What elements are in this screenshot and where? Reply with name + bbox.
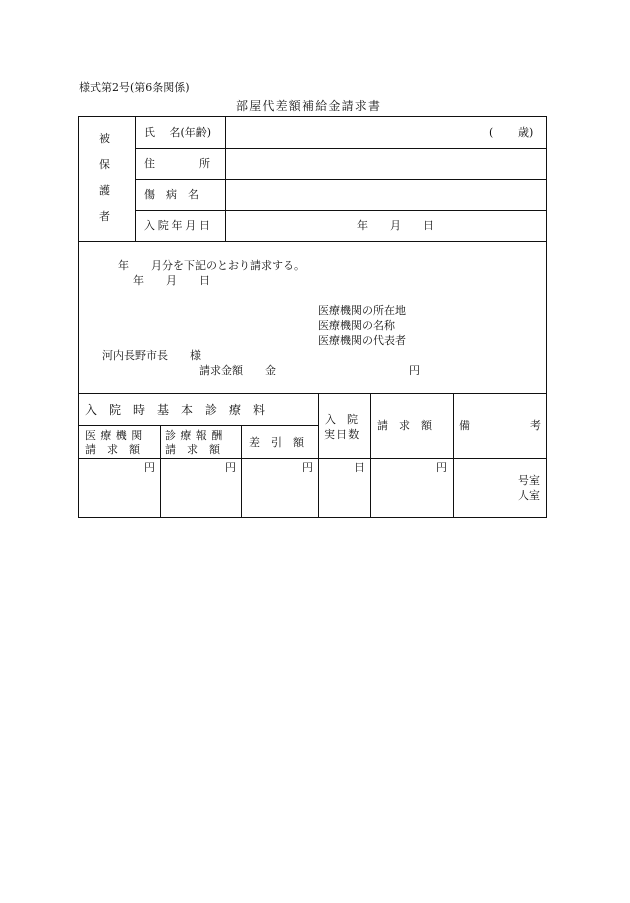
form-title: 部屋代差額補給金請求書 (236, 99, 382, 113)
difference-header: 差 引 額 (249, 436, 304, 449)
side-label-2: 保 (99, 158, 110, 171)
institution-address-label: 医療機関の所在地 (318, 304, 406, 317)
fee-claim-header-2: 請 求 額 (165, 443, 220, 456)
form-number: 様式第2号(第6条関係) (79, 81, 190, 94)
fee-claim-header-1: 診療報酬 (165, 429, 227, 442)
room-number[interactable]: 号室 (518, 474, 540, 487)
remarks-header-2: 考 (530, 419, 541, 432)
inst-claim-header-1: 医療機関 (85, 429, 147, 442)
name-age-label: 氏 名(年齢) (144, 126, 212, 139)
side-label-3: 護 (99, 184, 110, 197)
room-occupancy[interactable]: 人室 (518, 489, 540, 502)
admission-date-label: 入院年月日 (144, 219, 213, 232)
address-label: 住 所 (144, 157, 210, 170)
remarks-header-1: 備 (459, 419, 470, 432)
addressee: 河内長野市長 様 (102, 349, 201, 362)
claim-amount-unit: 円 (409, 364, 420, 377)
institution-rep-label: 医療機関の代表者 (318, 334, 406, 347)
institution-name-label: 医療機関の名称 (318, 319, 395, 332)
claim-amount-header: 請 求 額 (377, 419, 432, 432)
age-suffix: 歳) (518, 126, 534, 139)
inst-claim-unit[interactable]: 円 (144, 461, 155, 474)
admission-date-value[interactable]: 年 月 日 (357, 219, 434, 232)
age-paren-open: ( (489, 126, 494, 139)
days-header-1: 入 院 (325, 413, 358, 426)
fee-claim-unit[interactable]: 円 (225, 461, 236, 474)
days-header-2: 実日数 (324, 428, 361, 441)
disease-field[interactable] (226, 180, 546, 209)
claim-period-text: 年 月分を下記のとおり請求する。 (118, 259, 305, 272)
claim-amount-label: 請求金額 金 (199, 364, 276, 377)
address-field[interactable] (226, 149, 546, 178)
days-unit[interactable]: 日 (354, 461, 365, 474)
basic-fee-header: 入 院 時 基 本 診 療 料 (85, 403, 266, 417)
difference-unit[interactable]: 円 (302, 461, 313, 474)
disease-label: 傷 病 名 (144, 188, 199, 201)
claim-date-text: 年 月 日 (133, 274, 210, 287)
name-age-field[interactable] (226, 117, 546, 147)
claim-amount-unit-cell[interactable]: 円 (436, 461, 447, 474)
side-label-4: 者 (99, 210, 110, 223)
side-label-1: 被 (99, 132, 110, 145)
inst-claim-header-2: 請 求 額 (85, 443, 140, 456)
